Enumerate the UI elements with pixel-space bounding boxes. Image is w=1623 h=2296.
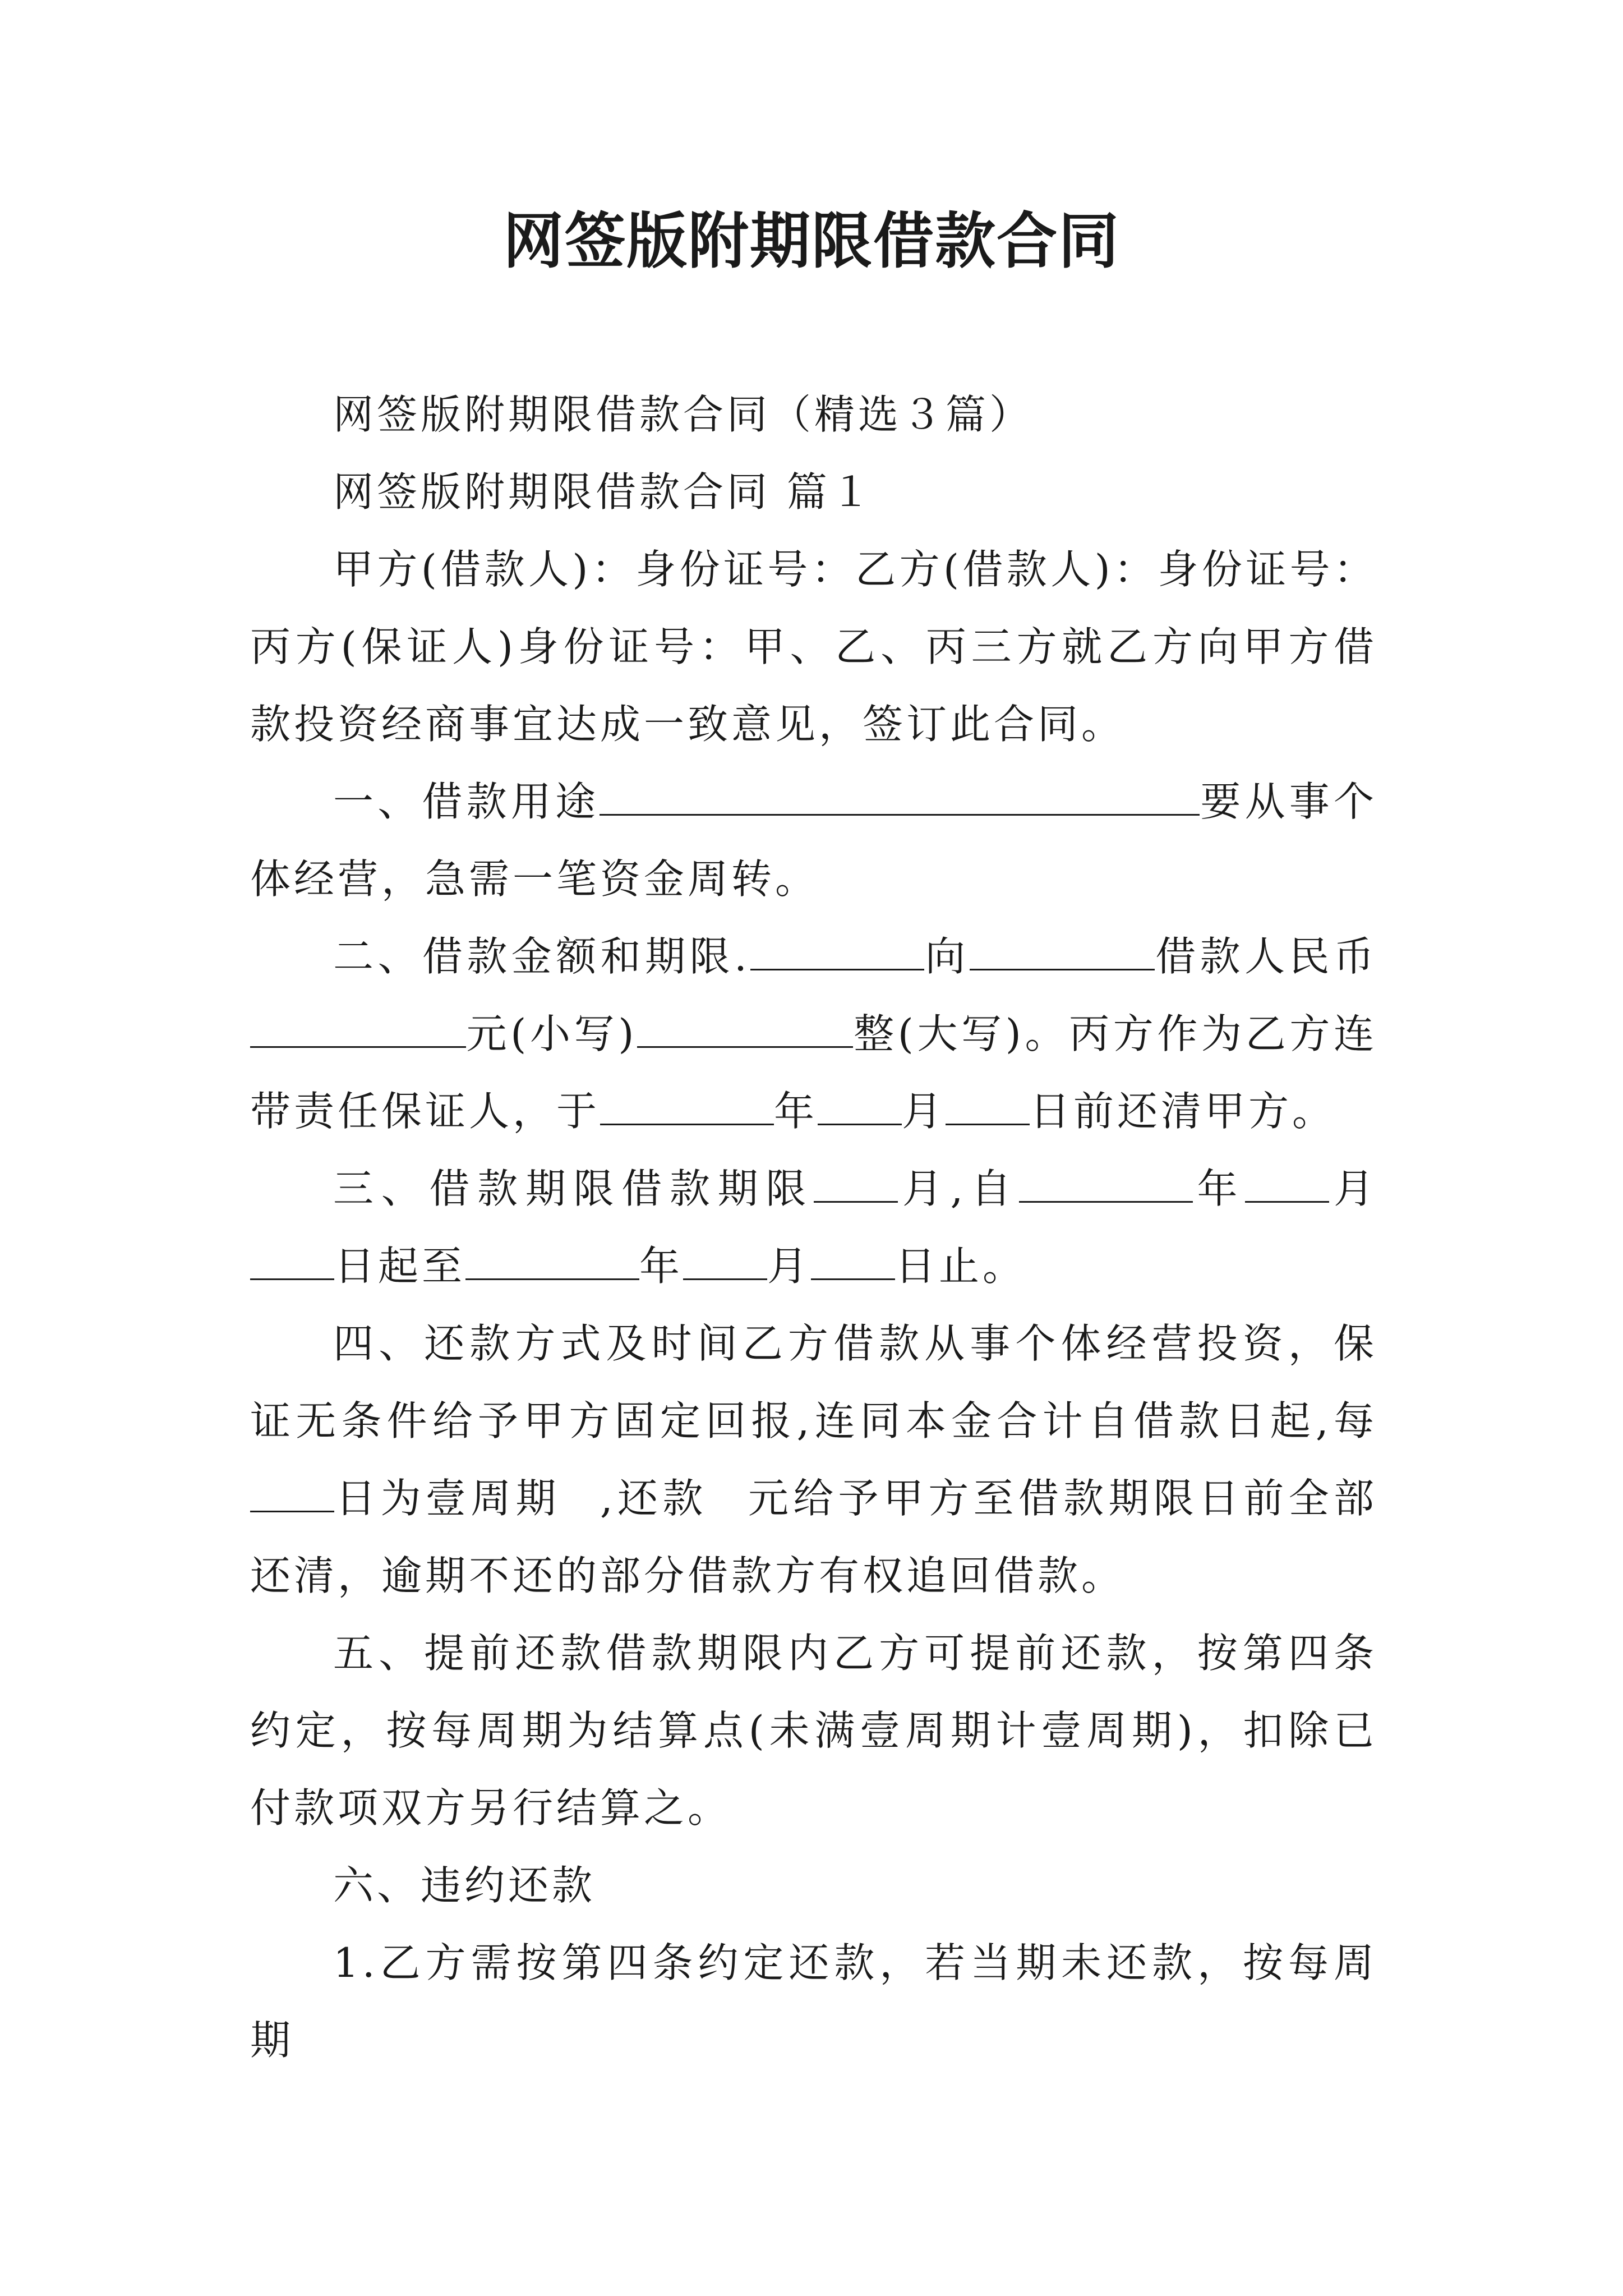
clause-2-part-a: 向 [924, 933, 970, 980]
clause-4 [250, 1305, 1377, 1614]
fill-blank [250, 1244, 334, 1280]
clause-3-year2: 年 [639, 1243, 684, 1290]
fill-blank [946, 1089, 1030, 1125]
clause-3-suffix: 日止。 [895, 1243, 1027, 1290]
fill-blank [250, 1476, 334, 1512]
clause-4-text-b: 日为壹周期 [334, 1475, 561, 1522]
clause-2-prefix: 二、借款金额和期限. [333, 933, 750, 980]
clause-3-prefix: 三、借款期限借款期限 [333, 1165, 814, 1212]
fill-blank [465, 1244, 639, 1280]
clause-2-part-c: 元(小写) [466, 1010, 638, 1057]
clause-3-part-b: 日起至 [334, 1243, 466, 1290]
clause-2-suffix: 日前还清甲方。 [1030, 1088, 1336, 1135]
fill-blank [1245, 1166, 1329, 1203]
clause-2 [250, 918, 1377, 1150]
document-body [250, 376, 1377, 2079]
fill-blank [818, 1089, 902, 1125]
clause-1 [250, 763, 1377, 918]
clause-3-month2: 月 [767, 1243, 811, 1290]
clause-3-part-a: 月,自 [898, 1165, 1019, 1212]
clause-3 [250, 1150, 1377, 1305]
fill-blank [811, 1244, 895, 1280]
clause-6-item-1: 1.乙方需按第四条约定还款，若当期未还款，按每周期 [250, 1939, 1377, 2064]
clause-4-text-c: ,还款 [600, 1475, 708, 1522]
clause-1-prefix: 一、借款用途 [333, 778, 600, 825]
clause-5: 五、提前还款借款期限内乙方可提前还款，按第四条约定，按每周期为结算点(未满壹周期计壹周期)，扣除已付款项双方另行结算之。 [250, 1630, 1377, 1832]
clause-4-text-d: 元给予甲方至借款期限日前全部还清，逾期不还的部分借款方有权追回借款。 [250, 1475, 1377, 1599]
fill-blank [600, 779, 1200, 816]
fill-blank [970, 934, 1155, 970]
clause-2-month: 月 [902, 1088, 946, 1135]
clause-3-year1: 年 [1192, 1165, 1246, 1212]
fill-blank [250, 1011, 466, 1048]
fill-blank [814, 1166, 898, 1203]
clause-2-part-d: 整(大写)。丙方作为乙方连带责任保证人，于 [250, 1010, 1377, 1135]
clause-1-suffix: 要从事个体经营，急需一笔资金周转。 [250, 778, 1377, 903]
clause-6-heading: 六、违约还款 [333, 1862, 596, 1909]
section-heading: 网签版附期限借款合同 篇１ [333, 468, 874, 516]
document-subtitle: 网签版附期限借款合同（精选３篇） [333, 391, 1034, 438]
clause-2-year: 年 [774, 1088, 818, 1135]
fill-blank [637, 1011, 853, 1048]
clause-3-month1: 月 [1329, 1165, 1377, 1212]
fill-blank [1019, 1166, 1193, 1203]
fill-blank [683, 1244, 767, 1280]
fill-blank [600, 1089, 774, 1125]
clause-2-part-b: 借款人民币 [1154, 933, 1377, 980]
clause-4-text-a: 四、还款方式及时间乙方借款从事个体经营投资，保证无条件给予甲方固定回报,连同本金合计自借款日起,每 [250, 1320, 1377, 1444]
fill-blank [750, 934, 924, 970]
document-title: 网签版附期限借款合同 [502, 206, 1120, 277]
parties-paragraph: 甲方(借款人)：身份证号：乙方(借款人)：身份证号：丙方(保证人)身份证号：甲、乙、丙三方就乙方向甲方借款投资经商事宜达成一致意见，签订此合同。 [250, 546, 1377, 748]
